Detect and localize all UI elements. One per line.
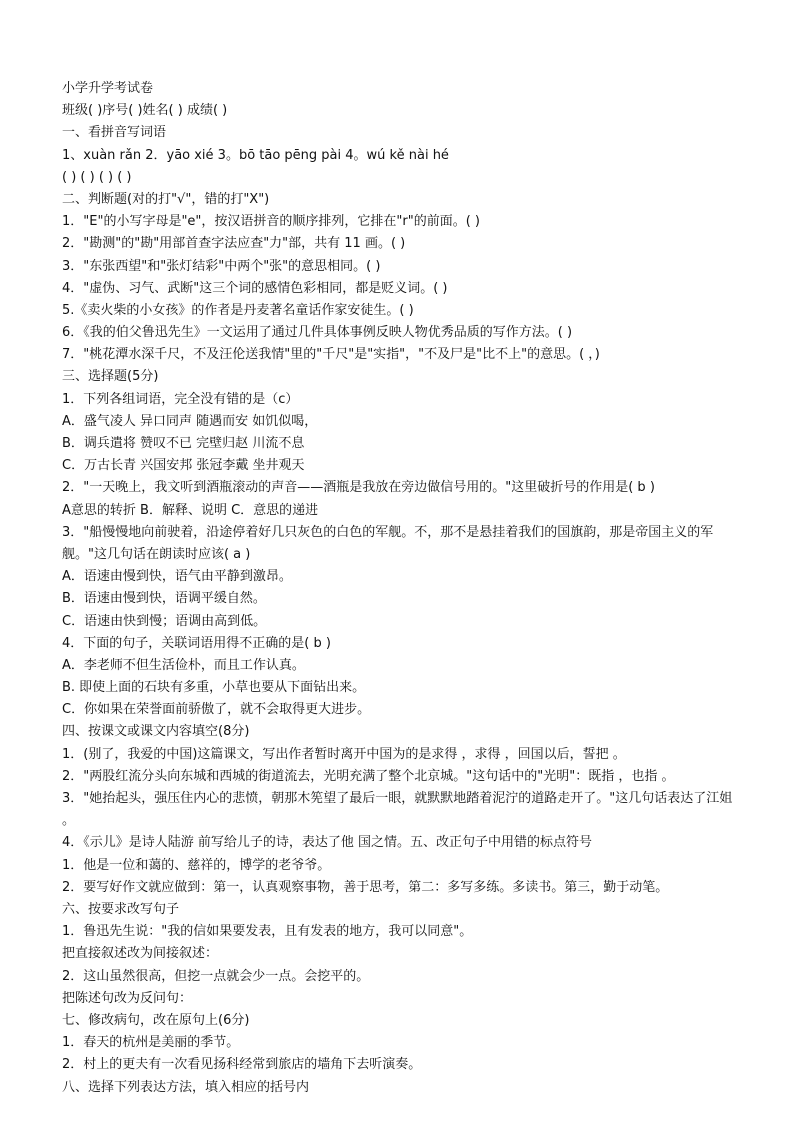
pinyin-questions: 1、xuàn rǎn 2．yāo xié 3。bō tāo pēng pài 4。wú kě nài hé xyxy=(62,147,449,163)
rewrite-instruction-2: 把陈述句改为反问句： xyxy=(62,990,193,1006)
choice-question-2: 2．"一天晚上，我文听到酒瓶滚动的声音——酒瓶是我放在旁边做信号用的。"这里破折号的作用是( b ) xyxy=(62,480,655,496)
judge-question-6: 6．《我的伯父鲁迅先生》一文运用了通过几件具体事例反映人物优秀品质的写作方法。( ) xyxy=(62,325,573,341)
fill-question-3: 3．"她抬起头，强压住内心的悲愤，朝那木筅望了最后一眼，就默默地踏着泥泞的道路走开了。"这几句话表达了江姐 。 xyxy=(62,791,733,829)
judge-question-7: 7．"桃花潭水深千尺，不及汪伦送我情"里的"千尺"是"实指"，"不及尸是"比不上"的意思。( ，) xyxy=(62,347,600,363)
choice-option: B．语速由慢到快，语调平缓自然。 xyxy=(62,591,266,607)
choice-option: C．语速由快到慢；语调由高到低。 xyxy=(62,613,267,629)
punctuation-question-1: 1．他是一位和蔼的、慈祥的，博学的老爷爷。 xyxy=(62,857,331,873)
choice-option: C．万古长青 兴国安邦 张冠李戴 坐井观天 xyxy=(62,458,305,474)
choice-question-1: 1．下列各组词语，完全没有错的是（c） xyxy=(62,391,299,407)
choice-option: A意思的转折 B．解释、说明 C．意思的递进 xyxy=(62,502,319,518)
choice-option: B．调兵遣将 赞叹不已 完壁归赵 川流不息 xyxy=(62,436,305,451)
fill-question-1: 1．(别了，我爱的中国)这篇课文，写出作者暂时离开中国为的是求得 ，求得 ，回国以后，誓把 。 xyxy=(62,746,626,762)
correction-question-1: 1．春天的杭州是美丽的季节。 xyxy=(62,1035,240,1051)
choice-option: A．盛气凌人 异口同声 随遇而安 如饥似喝， xyxy=(62,413,318,429)
punctuation-question-2: 2．要写好作文就应做到：第一，认真观察事物，善于思考，第二：多写多练。多读书。第三，勤于动笔。 xyxy=(62,879,669,895)
section-heading-3: 三、选择题(5分) xyxy=(62,369,159,385)
choice-question-4: 4．下面的句子，关联词语用得不正确的是( b ) xyxy=(62,635,331,651)
choice-option: B. 即使上面的石块有多重，小草也要从下面钻出来。 xyxy=(62,680,366,696)
choice-option: A．李老师不但生活俭朴，而且工作认真。 xyxy=(62,657,305,673)
judge-question-2: 2．"勘测"的"勘"用部首查字法应查"力"部，共有 11 画。( ) xyxy=(62,236,406,252)
section-heading-8: 八、选择下列表达方法，填入相应的括号内 xyxy=(62,1079,310,1095)
student-info-line: 班级( )序号( )姓名( ) 成绩( ) xyxy=(62,103,228,119)
judge-question-3: 3．"东张西望"和"张灯结彩"中两个"张"的意思相同。( ) xyxy=(62,258,381,274)
section-heading-6: 六、按要求改写句子 xyxy=(62,902,180,917)
section-heading-4: 四、按课文或课文内容填空(8分) xyxy=(62,724,250,740)
judge-question-5: 5.《卖火柴的小女孩》的作者是丹麦著名童话作家安徒生。( ) xyxy=(62,302,414,318)
judge-question-4: 4．"虚伪、习气、武断"这三个词的感情色彩相同，都是贬义词。( ) xyxy=(62,280,448,296)
fill-question-2: 2．"两股红流分头向东城和西城的街道流去，光明充满了整个北京城。"这句话中的"光明"：既指 ，也指 。 xyxy=(62,768,675,784)
section-heading-2: 二、判断题(对的打"√"，错的打"X") xyxy=(62,191,270,207)
choice-option: A．语速由慢到快，语气由平静到激昂。 xyxy=(62,569,292,585)
doc-title: 小学升学考试卷 xyxy=(62,81,154,96)
judge-question-1: 1．"E"的小写字母是"e"，按汉语拼音的顺序排列，它排在"r"的前面。( ) xyxy=(62,214,480,230)
section-heading-7: 七、修改病句，改在原句上(6分) xyxy=(62,1012,250,1028)
exam-document xyxy=(62,78,742,1099)
section-heading-1: 一、看拼音写词语 xyxy=(62,125,167,141)
rewrite-question-2: 2．这山虽然很高，但挖一点就会少一点。会挖平的。 xyxy=(62,968,370,984)
correction-question-2: 2．村上的更夫有一次看见扬科经常到旅店的墙角下去听演奏。 xyxy=(62,1057,422,1073)
fill-question-4: 4．《示儿》是诗人陆游 前写给儿子的诗，表达了他 国之情。五、改正句子中用错的标点符号 xyxy=(62,835,593,851)
rewrite-question-1: 1．鲁迅先生说："我的信如果要发表，且有发表的地方，我可以同意"。 xyxy=(62,924,473,940)
choice-option: C．你如果在荣誉面前骄傲了，就不会取得更大进步。 xyxy=(62,702,371,718)
choice-question-3: 3．"船慢慢地向前驶着，沿途停着好几只灰色的白色的军舰。不，那不是悬挂着我们的国旗韵，那是帝国主义的军舰。"这几句话在朗读时应该( a ) xyxy=(62,524,714,562)
rewrite-instruction-1: 把直接叙述改为间接叙述： xyxy=(62,946,219,962)
answer-blanks: ( ) ( ) ( ) ( ) xyxy=(62,169,132,185)
